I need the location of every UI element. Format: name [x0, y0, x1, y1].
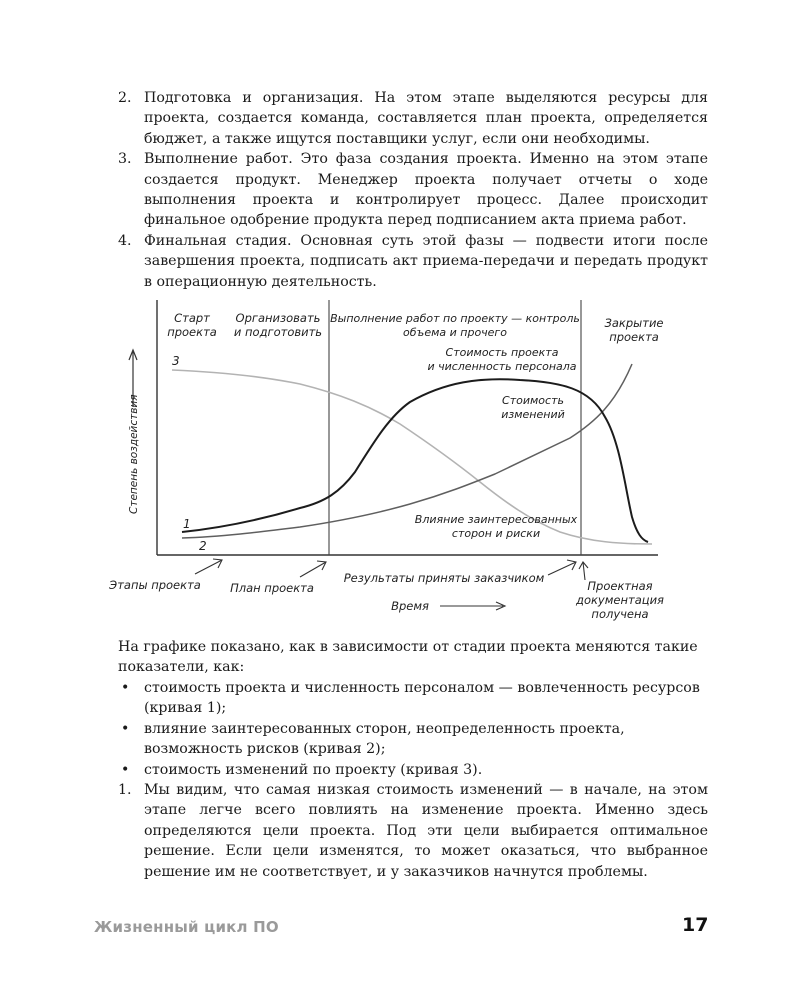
- phase-closing-line1: Закрытие: [604, 316, 664, 330]
- milestone-docs-line1: Проектная: [587, 579, 653, 593]
- curve-3-label-line2: изменений: [501, 408, 565, 421]
- list-item-text: Подготовка и организация. На этом этапе выделяются ресурсы для проекта, создается команда, составляется план проекта, определяется бюджет, а также ищутся поставщики услуг, если они необходимы.: [144, 90, 708, 147]
- milestone-arrow-results: [548, 562, 576, 575]
- curve-2-label-line1: Влияние заинтересованных: [414, 513, 578, 526]
- curve-3-cost-of-changes: [172, 370, 652, 544]
- milestone-results: Результаты приняты заказчиком: [343, 571, 545, 585]
- curve-3-number: 3: [172, 354, 180, 368]
- phase-execution-line1: Выполнение работ по проекту — контроль: [330, 312, 580, 325]
- list-item-number: 4.: [118, 232, 132, 249]
- list-item: [118, 719, 708, 760]
- milestone-arrow-plan-head: [317, 561, 326, 570]
- bullet-mark: •: [121, 680, 130, 696]
- bullet-list-indicators: [118, 678, 708, 780]
- bullet-mark: •: [121, 761, 130, 778]
- phase-execution-line2: объема и прочего: [403, 326, 507, 339]
- list-item-text: влияние заинтересованных сторон, неопределенность проекта, возможность рисков (кривая 2);: [144, 720, 625, 758]
- list-item: [118, 88, 708, 149]
- list-item: [118, 149, 708, 231]
- list-item: [118, 780, 708, 882]
- curve-1-label-line1: Стоимость проекта: [445, 346, 559, 359]
- curve-2-number: 2: [199, 539, 207, 553]
- list-item-text: стоимость проекта и численность персоналом — вовлеченность ресурсов (кривая 1);: [144, 680, 700, 717]
- curve-1-number: 1: [183, 517, 191, 531]
- numbered-list-conclusions: [118, 780, 708, 882]
- phase-closing-line2: проекта: [609, 330, 659, 344]
- phase-organize-line2: и подготовить: [233, 325, 323, 339]
- phase-organize-line1: Организовать: [235, 311, 321, 325]
- list-item: [118, 678, 708, 719]
- time-label: Время: [391, 599, 429, 613]
- phase-start-line1: Старт: [174, 311, 210, 325]
- milestone-stages: Этапы проекта: [109, 578, 201, 592]
- curve-1-label-line2: и численность персонала: [427, 360, 577, 373]
- list-item: [118, 231, 708, 292]
- curve-2-label-line2: сторон и риски: [451, 527, 541, 540]
- numbered-list-phases: [118, 88, 708, 292]
- bullet-mark: •: [121, 720, 130, 737]
- phase-start-line2: проекта: [167, 325, 217, 339]
- y-axis-label: Степень воздействия: [128, 394, 140, 514]
- running-footer-title: Жизненный цикл ПО: [94, 918, 279, 936]
- list-item-text: стоимость изменений по проекту (кривая 3).: [144, 761, 483, 778]
- list-item-text: Финальная стадия. Основная суть этой фазы — подвести итоги после завершения проекта, подписать акт приема-передачи и передать продукт в операционную деятельность.: [144, 232, 708, 290]
- milestone-docs-line3: получена: [591, 607, 649, 621]
- list-item: [118, 760, 708, 780]
- curve-2-stakeholder-influence: [182, 364, 632, 538]
- list-item-text: Мы видим, что самая низкая стоимость изменений — в начале, на этом этапе легче всего повлиять на изменение проекта. Именно здесь определяются цели проекта. Под эти цели выбирается оптимальное решение. Если цели изменятся, то может оказаться, что выбранное решение им не соответствует, и у заказчиков начнутся проблемы.: [144, 782, 708, 880]
- curve-3-label-line1: Стоимость: [502, 394, 564, 407]
- list-item-number: 2.: [118, 90, 132, 106]
- page-number: 17: [682, 914, 709, 936]
- list-item-text: Выполнение работ. Это фаза создания проекта. Именно на этом этапе создается продукт. Менеджер проекта получает отчеты о ходе выполнения проекта и контролирует процесс. Далее происходит финальное одобрение продукта перед подписанием акта приема работ.: [144, 151, 708, 229]
- project-lifecycle-figure: [100, 292, 700, 632]
- paragraph-indicators: На графике показано, как в зависимости от стадии проекта меняются такие показатели, как:: [118, 639, 698, 676]
- milestone-plan: План проекта: [230, 581, 314, 595]
- list-item-number: 1.: [118, 782, 132, 798]
- list-item-number: 3.: [118, 151, 132, 168]
- milestone-docs-line2: документация: [576, 593, 664, 607]
